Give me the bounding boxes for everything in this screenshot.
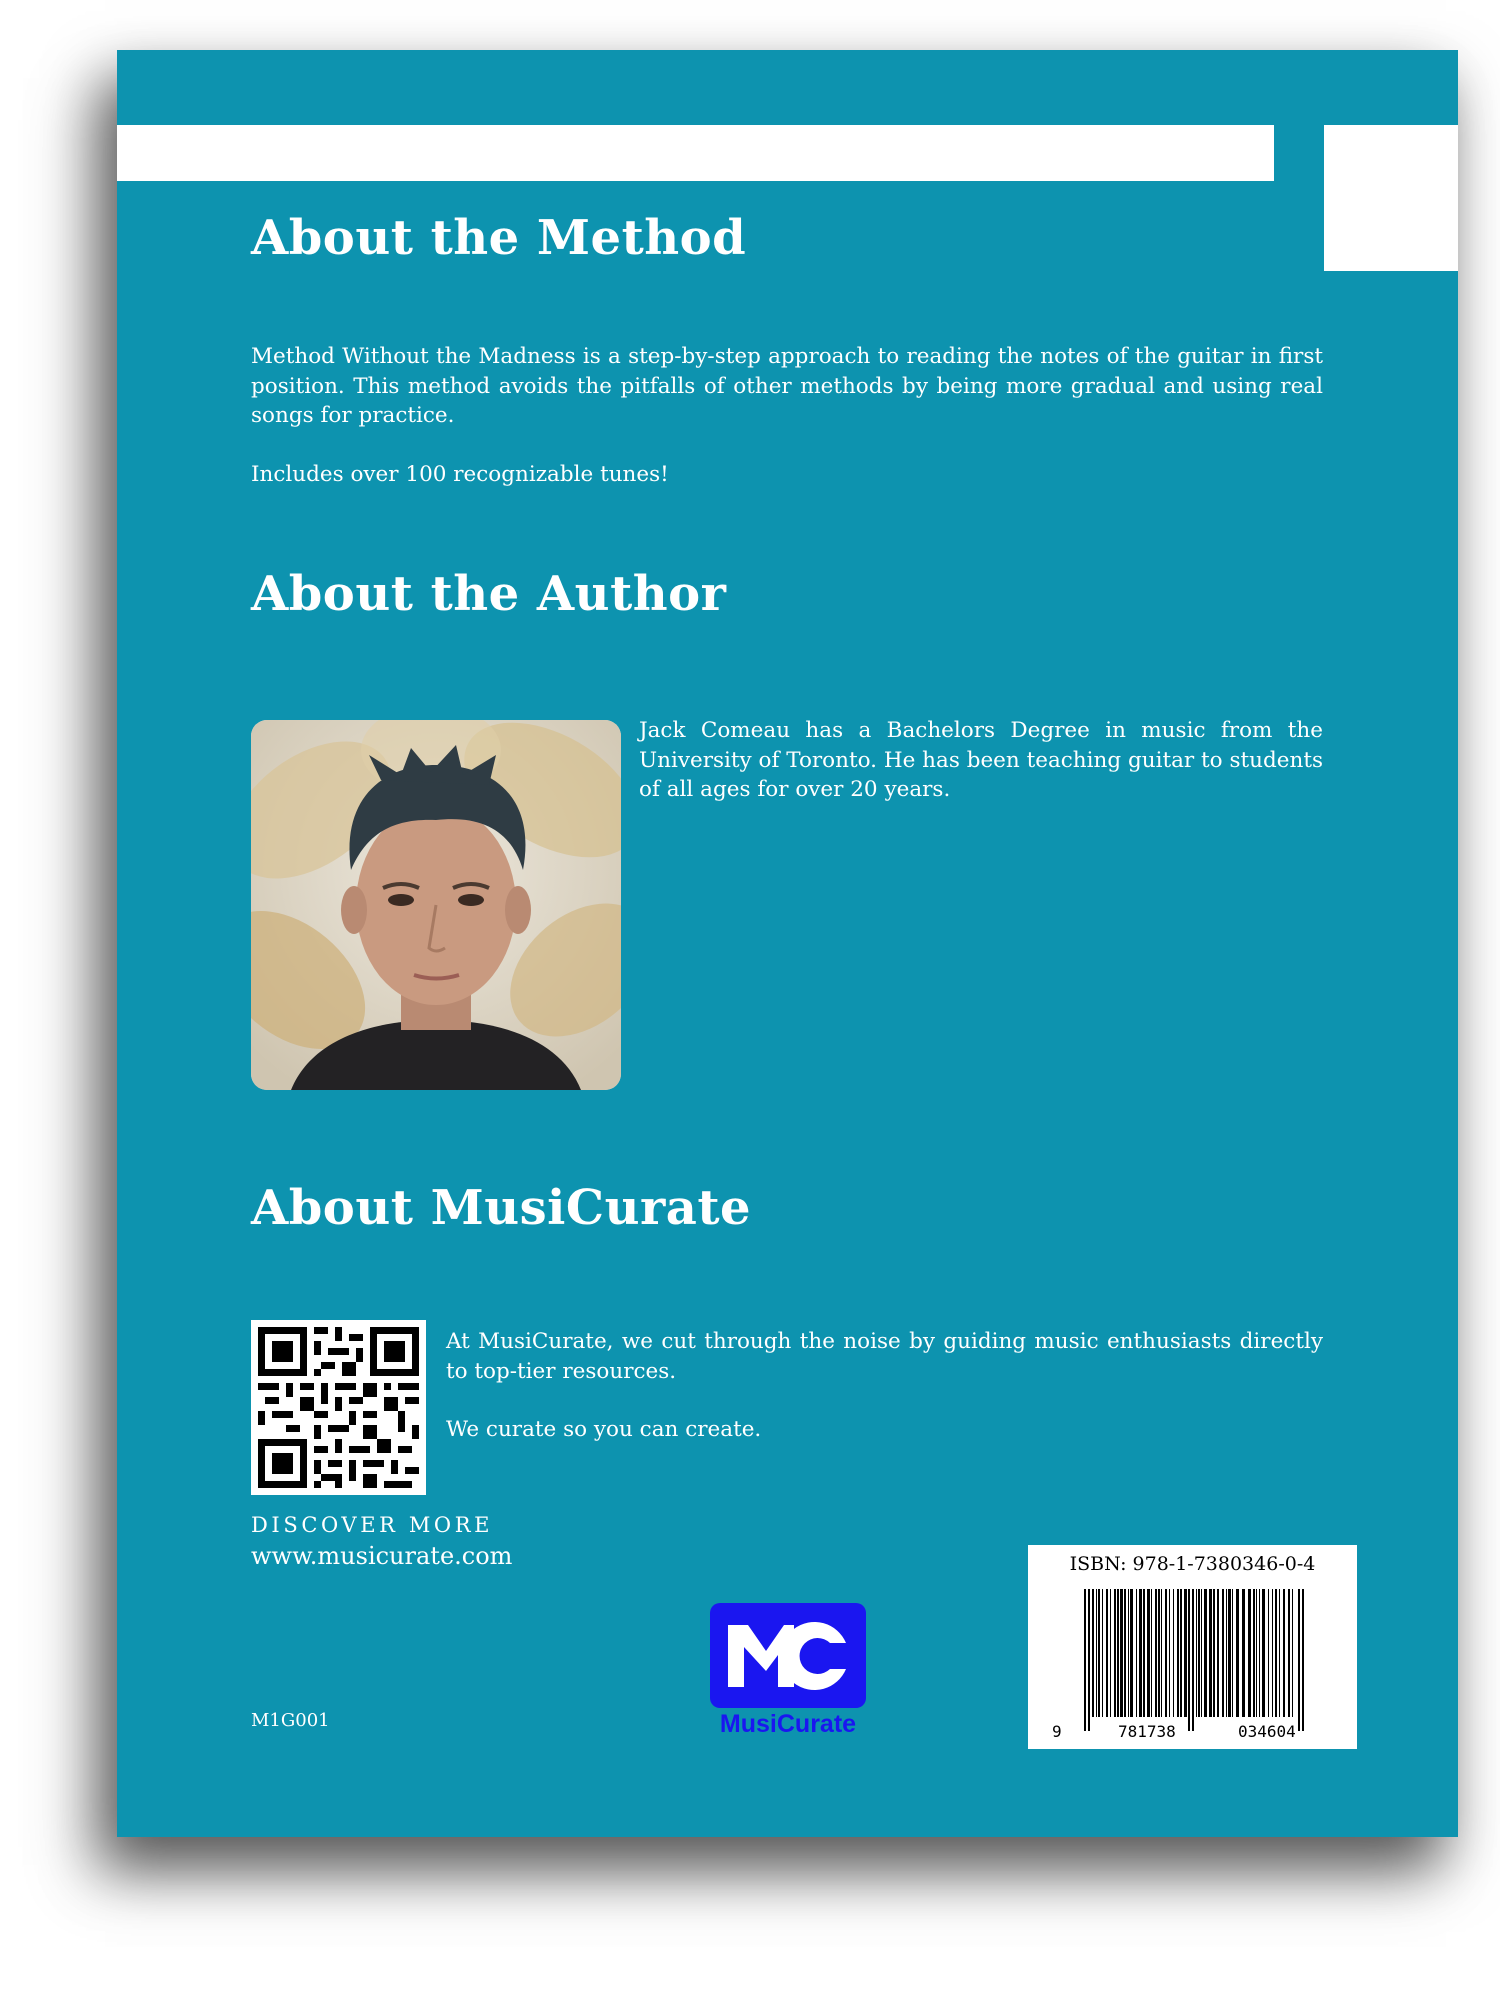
author-heading: About the Author xyxy=(251,566,727,622)
method-tunes-note: Includes over 100 recognizable tunes! xyxy=(251,462,669,487)
isbn-barcode xyxy=(1028,1545,1357,1749)
top-white-band xyxy=(117,125,1274,181)
musicurate-logo xyxy=(709,1603,867,1738)
product-code: M1G001 xyxy=(251,1710,330,1731)
discover-more-label: DISCOVER MORE xyxy=(251,1513,494,1537)
musicurate-heading: About MusiCurate xyxy=(251,1180,752,1236)
mc-logo-mark xyxy=(710,1603,866,1708)
isbn-label: ISBN: 978-1-7380346-0-4 xyxy=(1069,1553,1316,1575)
barcode-bars xyxy=(1028,1545,1357,1749)
isbn-digits-left: 781738 xyxy=(1118,1722,1176,1741)
logo-wordmark: MusiCurate xyxy=(719,1710,857,1738)
isbn-digits-right: 034604 xyxy=(1238,1722,1296,1741)
author-photo xyxy=(251,720,621,1090)
isbn-digit-first: 9 xyxy=(1052,1722,1062,1741)
musicurate-description: At MusiCurate, we cut through the noise by guiding music enthusiasts directly to top-tier resources. xyxy=(446,1329,1323,1384)
musicurate-tagline: We curate so you can create. xyxy=(446,1417,762,1442)
method-description: Method Without the Madness is a step-by-step approach to reading the notes of the guitar in first position. This method avoids the pitfalls of other methods by being more gradual and using real songs for practice. xyxy=(251,344,1323,428)
website-link[interactable]: www.musicurate.com xyxy=(251,1542,513,1570)
qr-code[interactable] xyxy=(251,1320,426,1495)
method-heading: About the Method xyxy=(251,210,747,266)
corner-white-block xyxy=(1324,125,1458,271)
author-bio: Jack Comeau has a Bachelors Degree in music from the University of Toronto. He has been teaching guitar to students of all ages for over 20 years. xyxy=(639,718,1323,802)
back-cover xyxy=(117,50,1458,1837)
